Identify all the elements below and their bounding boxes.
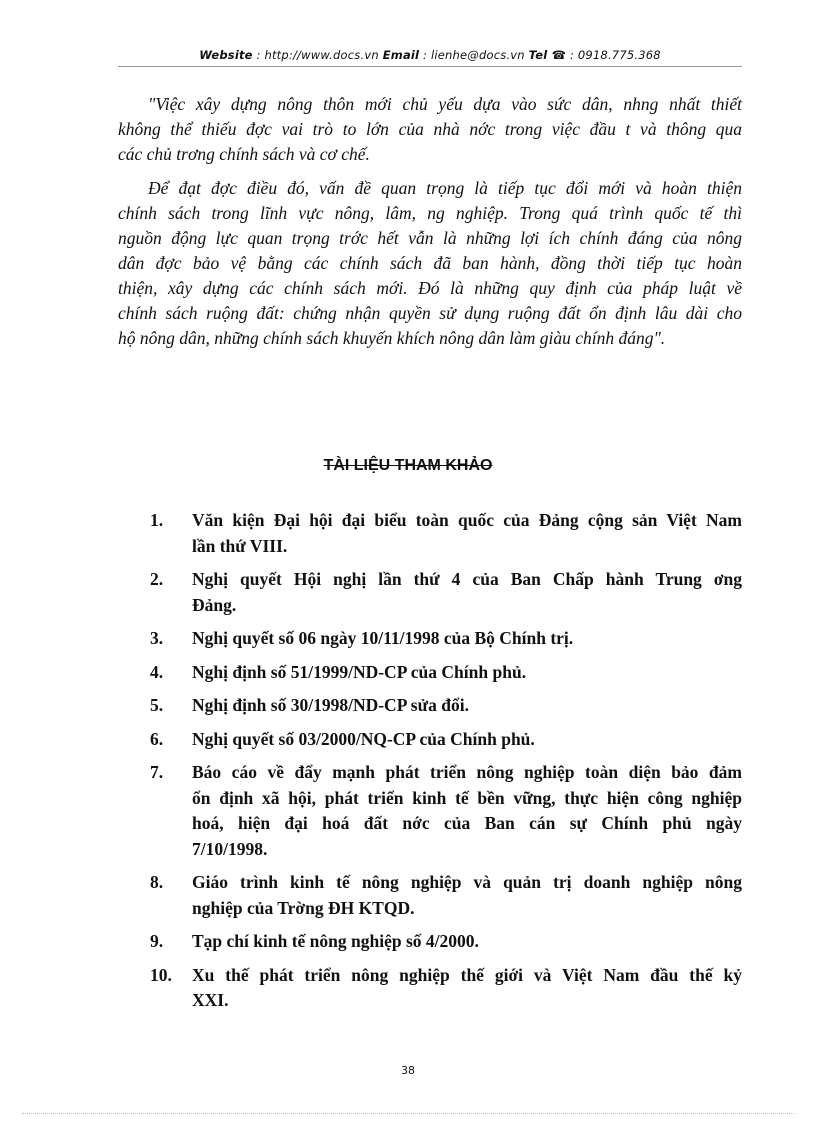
text-line: không thể thiếu đợc vai trò to lớn của nhà nớc trong việc đầu t và thông qua — [118, 119, 742, 139]
text-line: Đảng. — [192, 594, 237, 615]
reference-number: 9. — [150, 931, 164, 951]
reference-item — [146, 693, 742, 719]
reference-number: 7. — [150, 762, 164, 782]
reference-item — [146, 760, 742, 862]
header-divider — [118, 66, 742, 67]
text-line: chính sách ruộng đất: chứng nhận quyền sử dụng ruộng đất ổn định lâu dài cho — [118, 303, 742, 323]
text-line: chính sách trong lĩnh vực nông, lâm, ng nghiệp. Trong quá trình quốc tế thì — [118, 203, 742, 223]
email-label: Email — [382, 48, 420, 62]
text-line: Nghị quyết Hội nghị lần thứ 4 của Ban Chấp hành Trung ơng — [192, 569, 742, 589]
text-line: thiện, xây dựng các chính sách mới. Đó là những quy định của pháp luật về — [118, 278, 742, 298]
tel-label: Tel ☎ — [528, 48, 567, 62]
text-line: Báo cáo về đẩy mạnh phát triển nông nghiệp toàn diện bảo đảm — [192, 762, 742, 782]
text-line: Xu thế phát triển nông nghiệp thế giới và Việt Nam đầu thế kỷ — [192, 964, 742, 985]
text-line: Nghị quyết số 06 ngày 10/11/1998 của Bộ Chính trị. — [192, 628, 574, 648]
text-line: hộ nông dân, những chính sách khuyến khích nông dân làm giàu chính đáng". — [118, 328, 666, 348]
text-line: Tạp chí kinh tế nông nghiệp số 4/2000. — [192, 931, 479, 951]
text-line: nghiệp của Trờng ĐH KTQD. — [192, 897, 415, 918]
text-line: ổn định xã hội, phát triển kinh tế bền vững, thực hiện công nghiệp — [192, 787, 742, 808]
reference-item — [146, 963, 742, 1014]
website-url: : http://www.docs.vn — [252, 48, 383, 62]
text-line: Nghị định số 51/1999/ND-CP của Chính phủ. — [192, 661, 527, 682]
body-paragraph — [118, 176, 742, 351]
reference-item — [146, 929, 742, 955]
text-line: XXI. — [192, 990, 229, 1010]
reference-number: 4. — [150, 661, 164, 682]
reference-number: 3. — [150, 628, 164, 648]
text-line: 7/10/1998. — [192, 838, 268, 859]
reference-item — [146, 870, 742, 921]
text-line: dân đợc bảo vệ bằng các chính sách đã ban hành, đồng thời tiếp tục hoàn — [118, 253, 742, 273]
reference-item — [146, 508, 742, 559]
page-header — [118, 48, 742, 62]
text-line: Để đạt đợc điều đó, vấn đề quan trọng là tiếp tục đổi mới và hoàn thiện — [148, 178, 742, 198]
reference-number: 8. — [150, 872, 164, 892]
reference-item — [146, 660, 742, 686]
reference-item — [146, 727, 742, 753]
text-line: "Việc xây dựng nông thôn mới chủ yếu dựa vào sức dân, nhng nhất thiết — [148, 94, 742, 114]
reference-number: 2. — [150, 569, 164, 589]
website-label: Website — [199, 48, 253, 62]
text-line: các chủ trơng chính sách và cơ chế. — [118, 144, 370, 164]
reference-item — [146, 626, 742, 652]
page-bottom-border — [22, 1113, 794, 1114]
text-line: Văn kiện Đại hội đại biểu toàn quốc của Đảng cộng sản Việt Nam — [192, 510, 742, 530]
references-title: TÀI LIỆU THAM KHẢO — [323, 457, 493, 474]
text-line: lần thứ VIII. — [192, 535, 288, 556]
quote-paragraph — [118, 92, 742, 167]
text-line: Nghị định số 30/1998/ND-CP sửa đổi. — [192, 695, 469, 715]
reference-number: 10. — [150, 964, 172, 985]
email-address: : lienhe@docs.vn — [419, 48, 529, 62]
text-line: hoá, hiện đại hoá đất nớc của Ban cán sự Chính phủ ngày — [192, 813, 742, 833]
reference-item — [146, 567, 742, 618]
text-line: Giáo trình kinh tế nông nghiệp và quản trị doanh nghiệp nông — [192, 872, 742, 892]
text-line: Nghị quyết số 03/2000/NQ-CP của Chính phủ. — [192, 728, 535, 749]
tel-number: : 0918.775.368 — [566, 48, 661, 62]
text-line: nguồn động lực quan trọng trớc hết vẫn là những lợi ích chính đáng của nông — [118, 228, 742, 248]
reference-number: 1. — [150, 510, 164, 530]
references-list — [146, 508, 742, 1022]
reference-number: 6. — [150, 728, 164, 749]
page-number: 38 — [401, 1064, 415, 1077]
reference-number: 5. — [150, 695, 164, 715]
